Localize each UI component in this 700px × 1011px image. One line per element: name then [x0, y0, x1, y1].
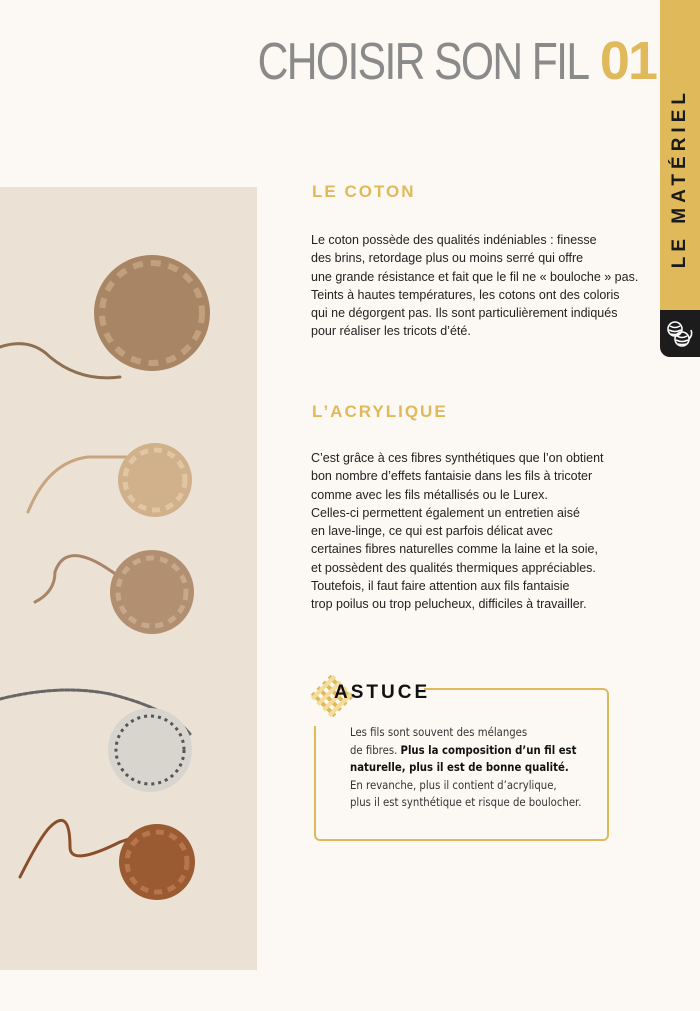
- bold-text: Plus la composition d’un fil est: [400, 742, 577, 757]
- tip-heading: ASTUCE: [334, 682, 431, 703]
- bold-text: naturelle, plus il est de bonne qualité.: [350, 760, 569, 774]
- title-text: CHOISIR SON FIL: [257, 33, 588, 91]
- text-line: des brins, retordage plus ou moins serré qui offre: [311, 251, 584, 266]
- text-line: Le coton possède des qualités indéniables : finesse: [311, 233, 597, 247]
- chapter-number: 01: [599, 31, 656, 91]
- text-line: une grande résistance et fait que le fil ne « bouloche » pas.: [311, 269, 639, 284]
- text-line: plus il est synthétique et risque de boulocher.: [350, 795, 582, 809]
- text-line: Teints à hautes températures, les cotons ont des coloris: [311, 287, 620, 302]
- section-heading-coton: LE COTON: [312, 182, 416, 201]
- chapter-band: [660, 0, 700, 312]
- yarn-photo: [0, 187, 257, 970]
- text-line: bon nombre d’effets fantaisie dans les fils à tricoter: [311, 469, 593, 484]
- text-line: de fibres.: [350, 742, 401, 757]
- page-title: [185, 30, 656, 92]
- tip-text: [350, 724, 581, 812]
- section-heading-acrylique: L’ACRYLIQUE: [312, 402, 448, 421]
- text-line: en lave-linge, ce qui est parfois délicat avec: [311, 524, 553, 539]
- text-line: Celles-ci permettent également un entretien aisé: [311, 505, 580, 520]
- text-line: En revanche, plus il contient d’acrylique,: [350, 777, 557, 792]
- yarn-balls-icon: [660, 310, 700, 357]
- text-line: pour réaliser les tricots d’été.: [311, 324, 471, 339]
- coton-paragraph: [311, 231, 638, 341]
- acrylique-paragraph: [311, 449, 604, 614]
- text-line: Les fils sont souvent des mélanges: [350, 725, 528, 739]
- text-line: comme avec les fils métallisés ou le Lurex.: [311, 487, 548, 502]
- text-line: qui ne dégorgent pas. Ils sont particulièrement indiqués: [311, 306, 618, 321]
- text-line: C’est grâce à ces fibres synthétiques que l’on obtient: [311, 451, 604, 465]
- text-line: Toutefois, il faut faire attention aux fils fantaisie: [311, 579, 570, 594]
- text-line: certaines fibres naturelles comme la laine et la soie,: [311, 542, 598, 557]
- chapter-label: LE MATÉRIEL: [669, 87, 690, 268]
- text-line: trop poilus ou trop pelucheux, difficiles à travailler.: [311, 597, 587, 612]
- text-line: et possèdent des qualités thermiques appréciables.: [311, 560, 596, 575]
